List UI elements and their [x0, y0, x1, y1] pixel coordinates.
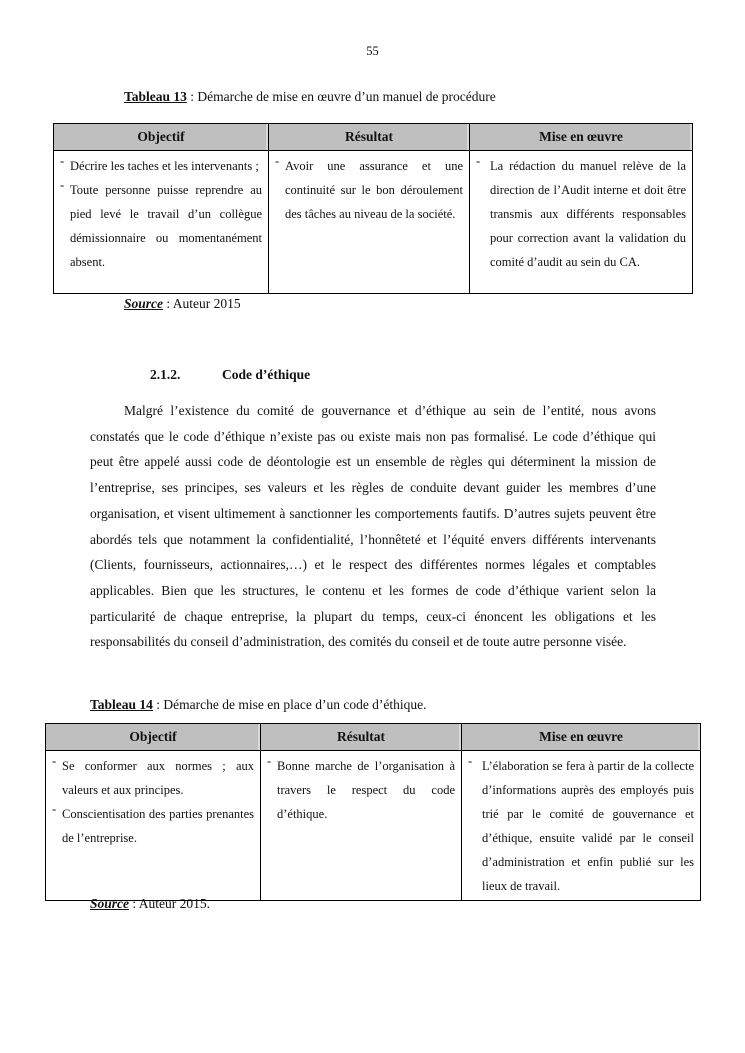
page-number: 55	[366, 44, 379, 58]
table14-header-mise-en-oeuvre: Mise en œuvre	[462, 724, 701, 751]
section-number: 2.1.2.	[150, 367, 181, 382]
table13-source-text: : Auteur 2015	[163, 296, 241, 311]
table13-resultat-item: Avoir une assurance et une continuité sur le bon déroulement des tâches au niveau de la société.	[285, 159, 463, 221]
table13	[53, 123, 693, 294]
body-paragraph: Malgré l’existence du comité de gouvernance et d’éthique au sein de l’entité, nous avons constatés que le code d’éthique n’existe pas ou existe mais non pas formalisé. Le code d’éthique qui peut être appelé aussi code de déontologie est un ensemble de règles qui déterminent la mission de l’entreprise, ses principes, ses valeurs et les règles de conduite devant guider les membres d’une organisation, et visent ultimement à sanctionner les comportements fautifs. D’autres sujets peuvent être abordés tels que notamment la confidentialité, l’honnêteté et l’équité envers différents intervenants (Clients, fournisseurs, actionnaires,…) et le respect des différentes normes légales et comptables applicables. Bien que les structures, le contenu et les formes de code d’éthique varient selon la particularité de chaque entreprise, la plupart du temps, ceux-ci énoncent les obligations et les responsabilités du conseil d’administration, des comités du conseil et de toute autre personne visée.	[90, 403, 656, 650]
table14-mise-en-oeuvre-item: L’élaboration se fera à partir de la collecte d’informations auprès des employés puis trié par le comité de gouvernance et d’éthique, ensuite validé par le conseil d’administration et enfin publié sur les lieux de travail.	[482, 759, 694, 893]
body-paragraph-block	[90, 398, 656, 655]
table13-header-objectif: Objectif	[54, 124, 269, 151]
table13-header-resultat: Résultat	[269, 124, 470, 151]
table14	[45, 723, 701, 901]
table13-caption	[124, 89, 496, 105]
table14-caption-text: : Démarche de mise en place d’un code d’éthique.	[152, 697, 427, 712]
section-heading	[150, 367, 310, 383]
table14-cell-resultat: - Bonne marche de l’organisation à travers le respect du code d’éthique.	[261, 751, 462, 901]
table13-objectif-item: Décrire les taches et les intervenants ;	[70, 159, 259, 173]
table14-caption-label: Tableau 14	[90, 697, 153, 712]
table14-source-label: Source	[90, 896, 130, 911]
table13-caption-text: : Démarche de mise en œuvre d’un manuel de procédure	[186, 89, 496, 104]
table14-cell-objectif: - Se conformer aux normes ; aux valeurs et aux principes. - Conscientisation des parties prenantes de l’entreprise.	[46, 751, 261, 901]
table13-caption-label: Tableau 13	[124, 89, 187, 104]
table13-source-label: Source	[124, 296, 164, 311]
table14-cell-mise-en-oeuvre: - L’élaboration se fera à partir de la collecte d’informations auprès des employés puis trié par le comité de gouvernance et d’éthique, ensuite validé par le conseil d’administration et enfin publié sur les lieux de travail.	[462, 751, 701, 901]
table14-resultat-item: Bonne marche de l’organisation à travers le respect du code d’éthique.	[277, 759, 455, 821]
table13-cell-mise-en-oeuvre: - La rédaction du manuel relève de la direction de l’Audit interne et doit être transmis aux différents responsables pour correction avant la validation du comité d’audit au sein du CA.	[470, 151, 693, 294]
table13-header-mise-en-oeuvre: Mise en œuvre	[470, 124, 693, 151]
table14-header-resultat: Résultat	[261, 724, 462, 751]
table14-objectif-item: Se conformer aux normes ; aux valeurs et aux principes.	[62, 759, 254, 797]
table14-source-text: : Auteur 2015.	[129, 896, 211, 911]
table13-source	[124, 296, 241, 312]
table13-cell-resultat: - Avoir une assurance et une continuité sur le bon déroulement des tâches au niveau de la société.	[269, 151, 470, 294]
table14-source	[90, 896, 210, 912]
table14-objectif-item: Conscientisation des parties prenantes de l’entreprise.	[62, 807, 254, 845]
table13-objectif-item: Toute personne puisse reprendre au pied levé le travail d’un collègue démissionnaire ou momentanément absent.	[70, 183, 262, 269]
table13-mise-en-oeuvre-item: La rédaction du manuel relève de la direction de l’Audit interne et doit être transmis aux différents responsables pour correction avant la validation du comité d’audit au sein du CA.	[490, 159, 686, 269]
table13-cell-objectif: - Décrire les taches et les intervenants ; - Toute personne puisse reprendre au pied levé le travail d’un collègue démissionnaire ou momentanément absent.	[54, 151, 269, 294]
table14-caption	[90, 697, 427, 713]
section-title: Code d’éthique	[222, 367, 311, 382]
table14-header-objectif: Objectif	[46, 724, 261, 751]
